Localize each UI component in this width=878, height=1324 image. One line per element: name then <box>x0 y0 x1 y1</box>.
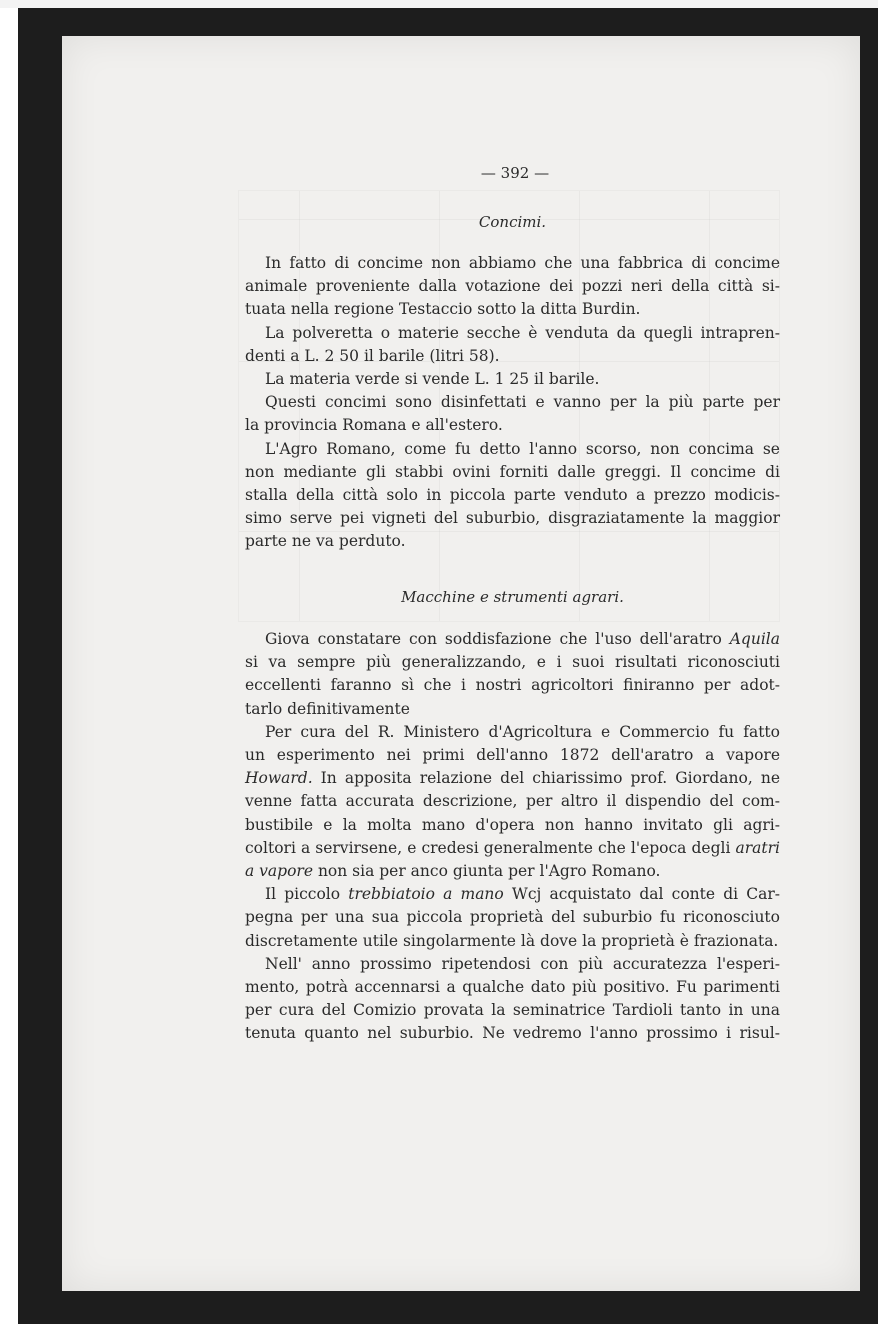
text-run: In apposita relazione del chiarissimo prof. Giordano, ne <box>312 769 780 788</box>
italic-run: aratri <box>735 838 780 857</box>
text-line: L'Agro Romano, come fu detto l'anno scorso, non concima se <box>265 439 780 458</box>
text-line: animale proveniente dalla votazione dei pozzi neri della città si- <box>245 277 780 296</box>
text-line <box>245 860 780 883</box>
text-line: parte ne va perduto. <box>245 532 406 551</box>
text-line: stalla della città solo in piccola parte venduto a prezzo modicis- <box>245 486 780 505</box>
text-run: Il piccolo <box>265 885 349 904</box>
italic-run: trebbiatoio a mano <box>348 885 504 904</box>
text-line: simo serve pei vigneti del suburbio, disgraziatamente la maggior <box>245 509 780 528</box>
section-body-concimi <box>245 252 780 554</box>
text-line: denti a L. 2 50 il barile (litri 58). <box>245 346 500 365</box>
text-line: discretamente utile singolarmente là dove la proprietà è frazionata. <box>245 931 779 950</box>
text-line <box>245 837 780 860</box>
text-line: la provincia Romana e all'estero. <box>245 416 503 435</box>
text-line: Nell' anno prossimo ripetendosi con più accuratezza l'esperi- <box>265 954 780 973</box>
text-line: per cura del Comizio provata la seminatrice Tardioli tanto in una <box>245 1001 780 1020</box>
text-run: Wcj acquistato dal conte di Car- <box>503 885 780 904</box>
text-line: La materia verde si vende L. 1 25 il barile. <box>265 370 600 389</box>
text-line: venne fatta accurata descrizione, per altro il dispendio del com- <box>245 792 780 811</box>
text-line: In fatto di concime non abbiamo che una fabbrica di concime <box>265 254 780 272</box>
text-line: pegna per una sua piccola proprietà del suburbio fu riconosciuto <box>245 908 780 927</box>
section-body-macchine <box>245 628 780 1046</box>
text-line <box>245 767 780 790</box>
text-line <box>245 628 780 651</box>
text-line: eccellenti faranno sì che i nostri agricoltori finiranno per adot- <box>245 676 780 695</box>
section-heading-macchine: Macchine e strumenti agrari. <box>401 588 624 606</box>
text-line: un esperimento nei primi dell'anno 1872 dell'aratro a vapore <box>245 746 780 765</box>
page-number: — 392 — <box>480 164 550 182</box>
text-line: La polveretta o materie secche è venduta da quegli intrapren- <box>265 323 780 342</box>
italic-run: Howard. <box>245 769 313 788</box>
text-run: coltori a servirsene, e credesi generalmente che l'epoca degli <box>245 838 736 857</box>
section-heading-concimi: Concimi. <box>478 213 547 231</box>
italic-run: Aquila <box>729 630 780 648</box>
text-run: Giova constatare con soddisfazione che l'uso dell'aratro <box>265 630 730 648</box>
text-line: tarlo definitivamente <box>245 699 410 718</box>
text-line: tuata nella regione Testaccio sotto la ditta Burdin. <box>245 300 641 319</box>
text-run: non sia per anco giunta per l'Agro Romano. <box>313 862 661 881</box>
text-line: tenuta quanto nel suburbio. Ne vedremo l'anno prossimo i risul- <box>245 1024 780 1043</box>
text-line: Per cura del R. Ministero d'Agricoltura e Commercio fu fatto <box>265 722 780 741</box>
text-line <box>245 883 780 906</box>
italic-run: a vapore <box>245 862 314 881</box>
text-line: mento, potrà accennarsi a qualche dato più positivo. Fu parimenti <box>245 978 780 997</box>
text-line: Questi concimi sono disinfettati e vanno per la più parte per <box>265 393 780 412</box>
text-line: bustibile e la molta mano d'opera non hanno invitato gli agri- <box>245 815 780 834</box>
text-line: si va sempre più generalizzando, e i suoi risultati riconosciuti <box>245 653 780 672</box>
text-line: non mediante gli stabbi ovini forniti dalle greggi. Il concime di <box>245 462 780 481</box>
scan-top-edge <box>0 0 878 8</box>
